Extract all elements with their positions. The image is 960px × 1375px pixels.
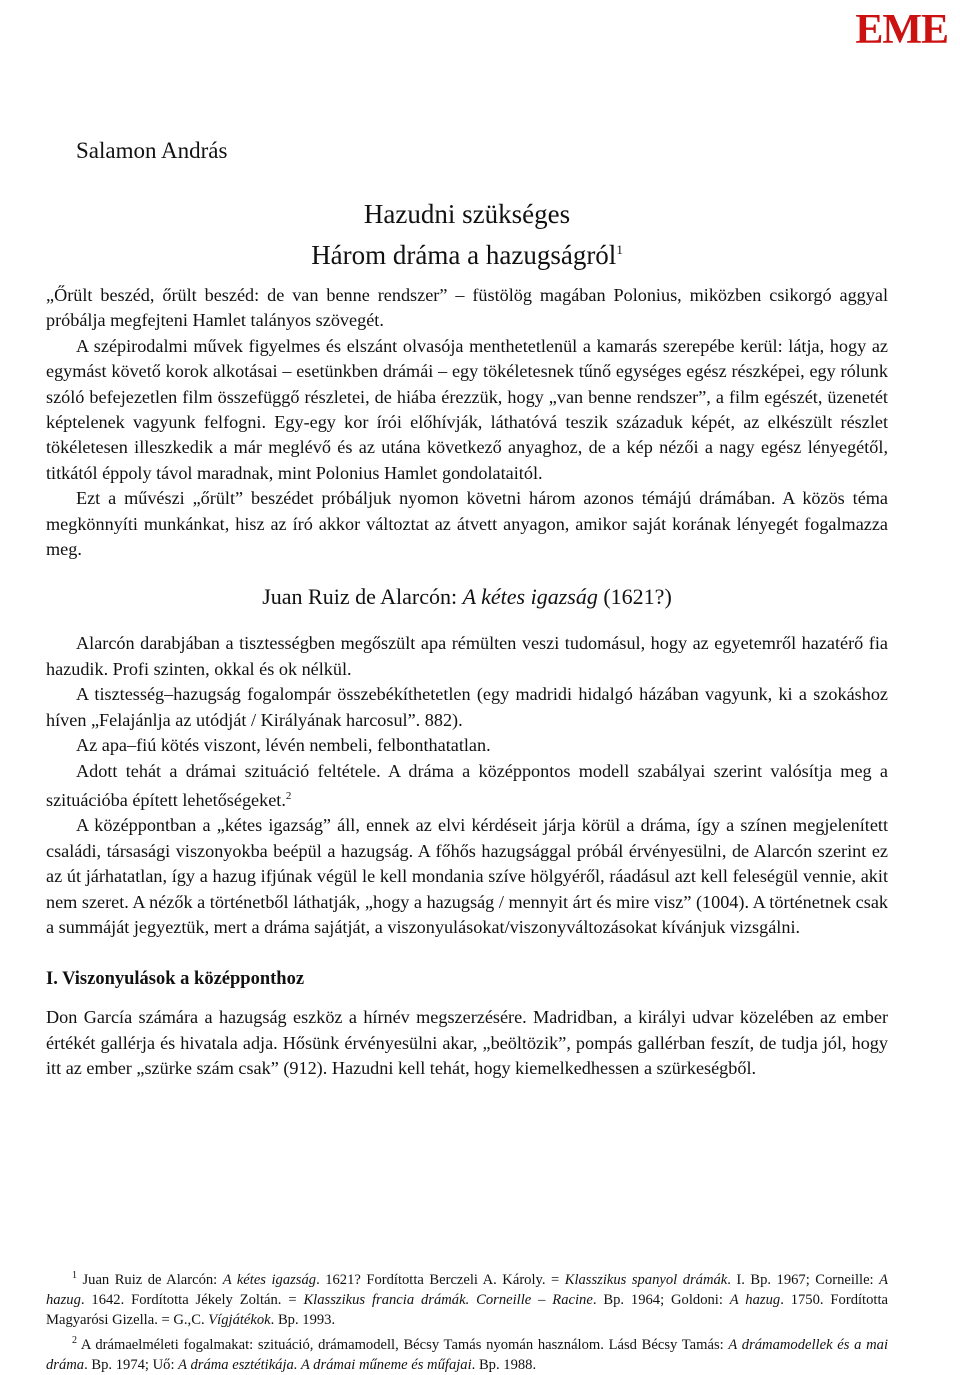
intro-paragraph-2: A szépirodalmi művek figyelmes és elszánt olvasója menthetetlenül a kamarás szerepébe kerül: látja, hogy az egymást követő korok alkotásai – esetünkben drámái – egy tökéletesnek tűnő egységes egész részképei, egy rólunk szóló befejezetlen film összefüggő részletei, de hiába érezzük, hogy „van benne rendszer”, a film egészét, üzenetét képtelenek vagyunk felfogni. Egy-egy kor írói előhívják, láthatóvá teszik századuk képét, az elkészült részlet tökéletesen illeszkedik a már meglévő és az utána következő anyaghoz, de a kép nézői a nagy egész lényegétől, titkától éppoly távol maradnak, mint Polonius Hamlet gondolataitól. xyxy=(46,335,888,483)
footnote-1-text-k: . 1750. Fordította Magyarósi Gizella. = G.,C. xyxy=(46,1292,888,1329)
section-1-author: Juan Ruiz de Alarcón: xyxy=(262,584,463,610)
title-footnote-mark: 1 xyxy=(616,242,623,257)
footnote-1-mark: 1 xyxy=(72,1270,77,1281)
section-1-paragraph-4 xyxy=(46,759,888,814)
footnote-1-text-g: . 1642. Fordította Jékely Zoltán. = xyxy=(80,1292,304,1309)
footnote-2-mark-bottom: 2 xyxy=(72,1334,77,1346)
section-1-work-title: A kétes igazság xyxy=(462,584,598,610)
section-1-paragraph-3: Az apa–fiú kötés viszont, lévén nembeli, felbonthatatlan. xyxy=(76,735,491,756)
intro-paragraph-3: Ezt a művészi „őrült” beszédet próbáljuk nyomon követni három azonos témájú drámában. A közös téma megkönnyíti munkánkat, hisz az író akkor változtat az átvett anyagon, amikor saját korának lényegét fogalmazza meg. xyxy=(46,488,888,560)
intro-paragraph-1: „Őrült beszéd, őrült beszéd: de van benne rendszer” – füstölög magában Polonius, miközben csikorgó aggyal próbálja megfejteni Hamlet talányos szövegét. xyxy=(46,285,888,331)
title-line-2-text: Három dráma a hazugságról xyxy=(311,240,617,270)
title-line-2 xyxy=(46,232,888,273)
footnotes xyxy=(46,1266,888,1375)
section-1-paragraph-5: A középpontban a „kétes igazság” áll, ennek az elvi kérdéseit járja körül a dráma, így a színen megjelenített családi, társasági viszonyokba beépül a hazugság. A főhős hazugsággal próbál érvényesülni, de Alarcón szerint ez az út járhatatlan, így a hazug ifjúnak végül le kell mondania szíve hölgyéről, ráadásul azt kell feleségül vennie, akit nem szeret. A nézők a történetből láthatják, „hogy a hazugság / mennyit árt és mire visz” (1004). A történetnek csak a summáját jegyeztük, mert a dráma sajátját, a viszonyulásokat/viszonyváltozásokat kívánjuk vizsgálni. xyxy=(46,815,888,937)
footnote-2-text-a: A drámaelméleti fogalmakat: szituáció, drámamodell, Bécsy Tamás nyomán használom. Lásd Bécsy Tamás: xyxy=(77,1336,729,1353)
footnote-1-text-d: Klasszikus spanyol drámák xyxy=(564,1271,728,1288)
footnote-1-text-h: Klasszikus francia drámák. Corneille – Racine xyxy=(303,1292,593,1309)
section-2-paragraph-1: Don García számára a hazugság eszköz a hírnév megszerzésére. Madridban, a királyi udvar közelében az ember értékét gallérja és hivatala adja. Hősünk érvényesülni akar, „beöltözik”, pompás gallérban feszít, de tudja jól, hogy itt az ember „szürke szám csak” (912). Hazudni kell tehát, hogy kiemelkedhessen a szürkeségből. xyxy=(46,1007,888,1079)
footnote-2-text-c: . Bp. 1974; Uő: xyxy=(84,1356,179,1373)
section-1-year: (1621?) xyxy=(597,584,672,610)
footnote-2-text-b: A drámamodellek és a mai dráma xyxy=(46,1336,888,1373)
footnote-1-text-m: . Bp. 1993. xyxy=(270,1312,336,1329)
footnote-2-text-e: . Bp. 1988. xyxy=(471,1356,537,1373)
section-1-paragraph-4-text: Adott tehát a drámai szituáció feltétele. A dráma a középpontos modell szabályai szerint valósítja meg a szituációba épített lehetőségeket. xyxy=(46,760,888,810)
footnote-1-text-b: A kétes igazság xyxy=(222,1271,317,1288)
section-1-paragraph-2: A tisztesség–hazugság fogalompár összebékíthetetlen (egy madridi hidalgó házában vagyunk, ki a szokáshoz híven „Felajánlja az utódját / Királyának harcosul”. 882). xyxy=(46,684,888,730)
footnote-2 xyxy=(46,1331,888,1375)
section-2-heading: I. Viszonyulások a középponthoz xyxy=(46,969,305,990)
footnote-1-text-l: Vígjátékok xyxy=(208,1312,271,1329)
publisher-logo: EME xyxy=(855,7,948,53)
title-line-1: Hazudni szükséges xyxy=(363,199,571,229)
footnote-1-text-f: A hazug xyxy=(46,1271,888,1309)
footnote-1-text-j: A hazug xyxy=(729,1292,781,1309)
footnote-2-text-d: A dráma esztétikája. A drámai műneme és műfajai xyxy=(178,1356,472,1373)
footnote-1-text-c: . 1621? Fordította Berczeli A. Károly. = xyxy=(316,1271,565,1288)
article-title xyxy=(46,196,888,273)
author-name: Salamon András xyxy=(76,138,228,163)
footnote-1 xyxy=(46,1266,888,1331)
footnote-2-mark: 2 xyxy=(285,789,292,802)
section-1-heading xyxy=(46,582,888,612)
section-1-paragraph-1: Alarcón darabjában a tisztességben megőszült apa rémülten veszi tudomásul, hogy az egyetemről hazatérő fia hazudik. Profi szinten, okkal és ok nélkül. xyxy=(46,633,888,679)
footnote-1-text-a: Juan Ruiz de Alarcón: xyxy=(77,1271,223,1288)
footnote-1-text-i: . Bp. 1964; Goldoni: xyxy=(592,1292,730,1309)
footnote-1-text-e: . I. Bp. 1967; Corneille: xyxy=(727,1271,880,1288)
article-body xyxy=(46,283,888,1082)
